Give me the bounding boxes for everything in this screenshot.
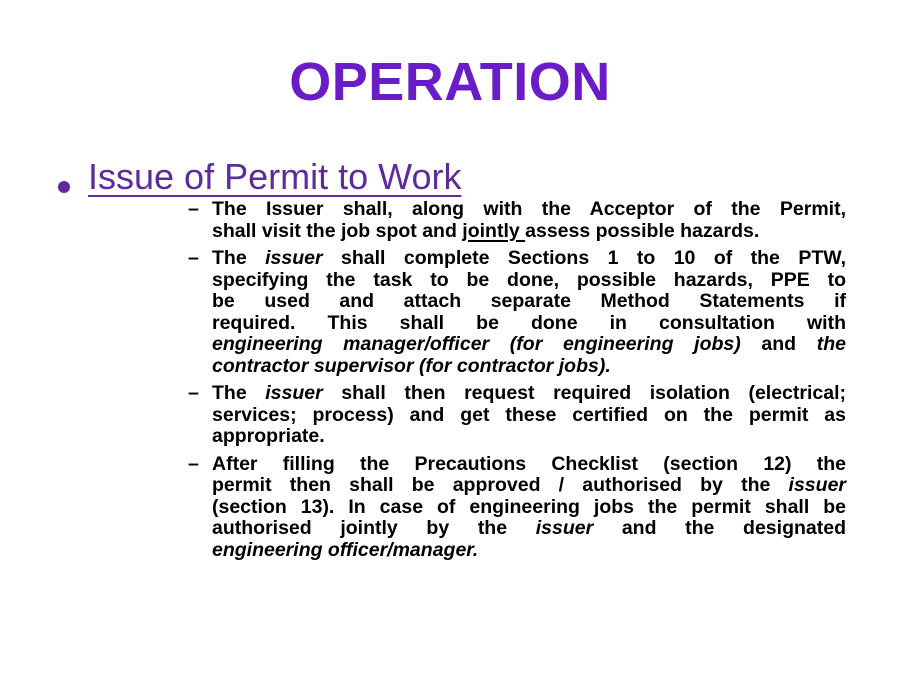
text-run: appropriate.: [212, 425, 325, 447]
dash-marker: –: [188, 247, 199, 269]
bullet-line: [212, 497, 846, 519]
text-run: issuer: [788, 474, 846, 496]
text-run: be used and attach separate Method Statements if: [212, 290, 846, 312]
slide-title: OPERATION: [289, 52, 611, 112]
text-run: contractor supervisor (for contractor jobs).: [212, 354, 611, 377]
bullet-line: [212, 248, 846, 270]
text-run: engineering officer/manager.: [212, 538, 479, 561]
bullet-text: [212, 383, 846, 448]
text-run: issuer: [265, 247, 323, 269]
text-run: The: [212, 247, 266, 269]
text-run: issuer: [265, 382, 323, 404]
text-run: After filling the Precautions Checklist (section 12) the: [212, 452, 846, 475]
text-run: permit then shall be approved / authorised by the: [212, 474, 789, 496]
text-run: The Issuer shall, along with the Acceptor of the Permit,: [212, 198, 846, 220]
bullet-text: [212, 199, 846, 242]
text-run: authorised jointly by the: [212, 517, 536, 539]
bullet-item: [188, 248, 846, 377]
bullet-line: [212, 426, 846, 448]
bullet-line: [212, 334, 846, 356]
text-run: the: [816, 333, 846, 355]
bullet-line: [212, 199, 846, 221]
bullet-line: [212, 454, 846, 476]
text-run: shall complete Sections 1 to 10 of the PTW,: [322, 247, 846, 269]
bullet-line: [212, 405, 846, 427]
text-run: (section 13). In case of engineering jobs the permit shall be: [212, 495, 846, 518]
issue-of-permit-heading: Issue of Permit to Work: [88, 156, 462, 197]
text-run: jointly: [462, 219, 526, 242]
bullet-line: [212, 475, 846, 497]
bullet-line: [212, 270, 846, 292]
dash-marker: –: [188, 198, 199, 220]
bullet-text: [212, 454, 846, 562]
text-run: specifying the task to be done, possible hazards, PPE to: [212, 268, 846, 291]
text-run: assess possible hazards.: [525, 219, 760, 242]
bullet-line: [212, 383, 846, 405]
text-run: engineering manager/officer (for engineering jobs): [212, 333, 741, 355]
bullet-line: [212, 540, 846, 562]
dash-marker: –: [188, 452, 199, 475]
text-run: and: [740, 333, 817, 355]
bullet-item: [188, 199, 846, 242]
bullet-list: [188, 199, 846, 567]
bullet-line: [212, 291, 846, 313]
text-run: shall then request required isolation (electrical;: [322, 382, 846, 404]
dash-marker: –: [188, 382, 199, 404]
bullet-line: [212, 221, 846, 243]
text-run: required. This shall be done in consultation with: [212, 311, 846, 334]
bullet-text: [212, 248, 846, 377]
bullet-line: [212, 356, 846, 378]
bullet-item: [188, 454, 846, 562]
bullet-line: [212, 313, 846, 335]
text-run: and the designated: [593, 517, 846, 539]
text-run: issuer: [535, 517, 594, 539]
text-run: services; process) and get these certified on the permit as: [212, 403, 846, 426]
bullet-line: [212, 518, 846, 540]
text-run: The: [212, 382, 266, 404]
text-run: shall visit the job spot and: [212, 219, 463, 242]
bullet-item: [188, 383, 846, 448]
bullet-dot-icon: [58, 181, 70, 193]
